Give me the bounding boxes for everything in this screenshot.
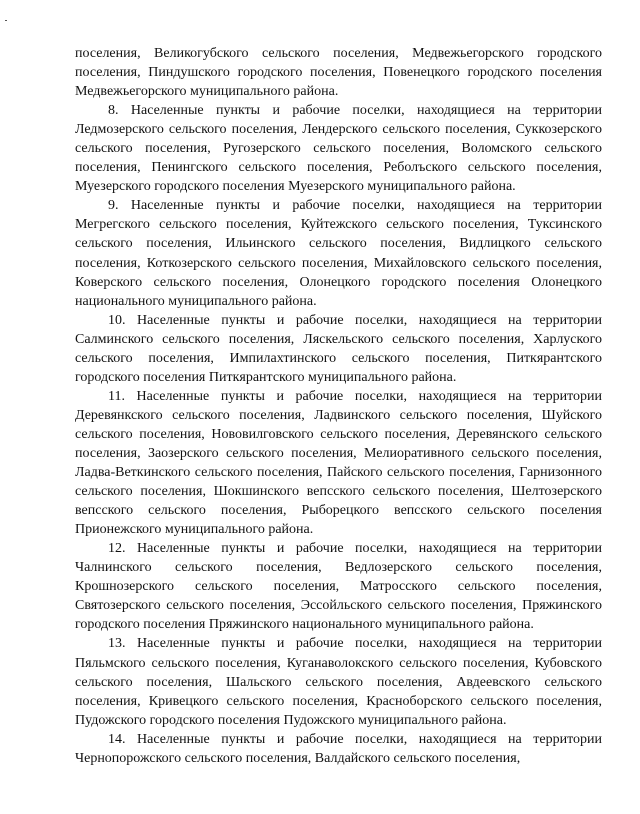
paragraph-item-14: 14. Населенные пункты и рабочие поселки, находящиеся на территории Чернопорожского сельского поселения, Валдайского сельского поселения, bbox=[75, 731, 602, 766]
scan-artifact bbox=[5, 20, 7, 21]
paragraph-item-12: 12. Населенные пункты и рабочие поселки, находящиеся на территории Чалнинского сельского поселения, Ведлозерского сельского поселения, Крошнозерского сельского поселения, Матросского сельского поселения, Святозерского сельского поселения, Эссойльского сельского поселения, Пряжинского городского поселения Пряжинского национального муниципального района. bbox=[75, 541, 602, 633]
paragraph-item-13: 13. Населенные пункты и рабочие поселки, находящиеся на территории Пяльмского сельского поселения, Куганаволокского сельского поселения, Кубовского сельского поселения, Шальского сельского поселения, Авдеевского сельского поселения, Кривецкого сельского поселения, Красноборского сельского поселения, Пудожского городского поселения Пудожского муниципального района. bbox=[75, 636, 602, 728]
paragraph-item-9: 9. Населенные пункты и рабочие поселки, находящиеся на территории Мегрегского сельского поселения, Куйтежского сельского поселения, Туксинского сельского поселения, Ильинского сельского поселения, Видлицкого сельского поселения, Коткозерского сельского поселения, Михайловского сельского поселения, Коверского сельского поселения, Олонецкого городского поселения Олонецкого национального муниципального района. bbox=[75, 198, 602, 309]
paragraph-continuation: поселения, Великогубского сельского поселения, Медвежьегорского городского поселения, Пиндушского городского поселения, Повенецкого городского поселения Медвежьегорского муниципального района. bbox=[75, 46, 602, 100]
paragraph-item-11: 11. Населенные пункты и рабочие поселки, находящиеся на территории Деревянкского сельского поселения, Ладвинского сельского поселения, Шуйского сельского поселения, Нововилговского сельского поселения, Деревянского сельского поселения, Заозерского сельского поселения, Мелиоративного сельского поселения, Ладва-Веткинского сельского поселения, Пайского сельского поселения, Гарнизонного сельского поселения, Шокшинского вепсского сельского поселения, Шелтозерского вепсского сельского поселения, Рыборецкого вепсского сельского поселения Прионежского муниципального района. bbox=[75, 388, 602, 538]
paragraph-item-10: 10. Населенные пункты и рабочие поселки, находящиеся на территории Салминского сельского поселения, Ляскельского сельского поселения, Харлуского сельского поселения, Импилахтинского сельского поселения, Питкярантского городского поселения Питкярантского муниципального района. bbox=[75, 312, 602, 385]
document-body bbox=[75, 44, 602, 768]
paragraph-item-8: 8. Населенные пункты и рабочие поселки, находящиеся на территории Ледмозерского сельского поселения, Лендерского сельского поселения, Суккозерского сельского поселения, Ругозерского сельского поселения, Воломского сельского поселения, Пенингского сельского поселения, Реболъского сельского поселения, Муезерского городского поселения Муезерского муниципального района. bbox=[75, 103, 602, 195]
